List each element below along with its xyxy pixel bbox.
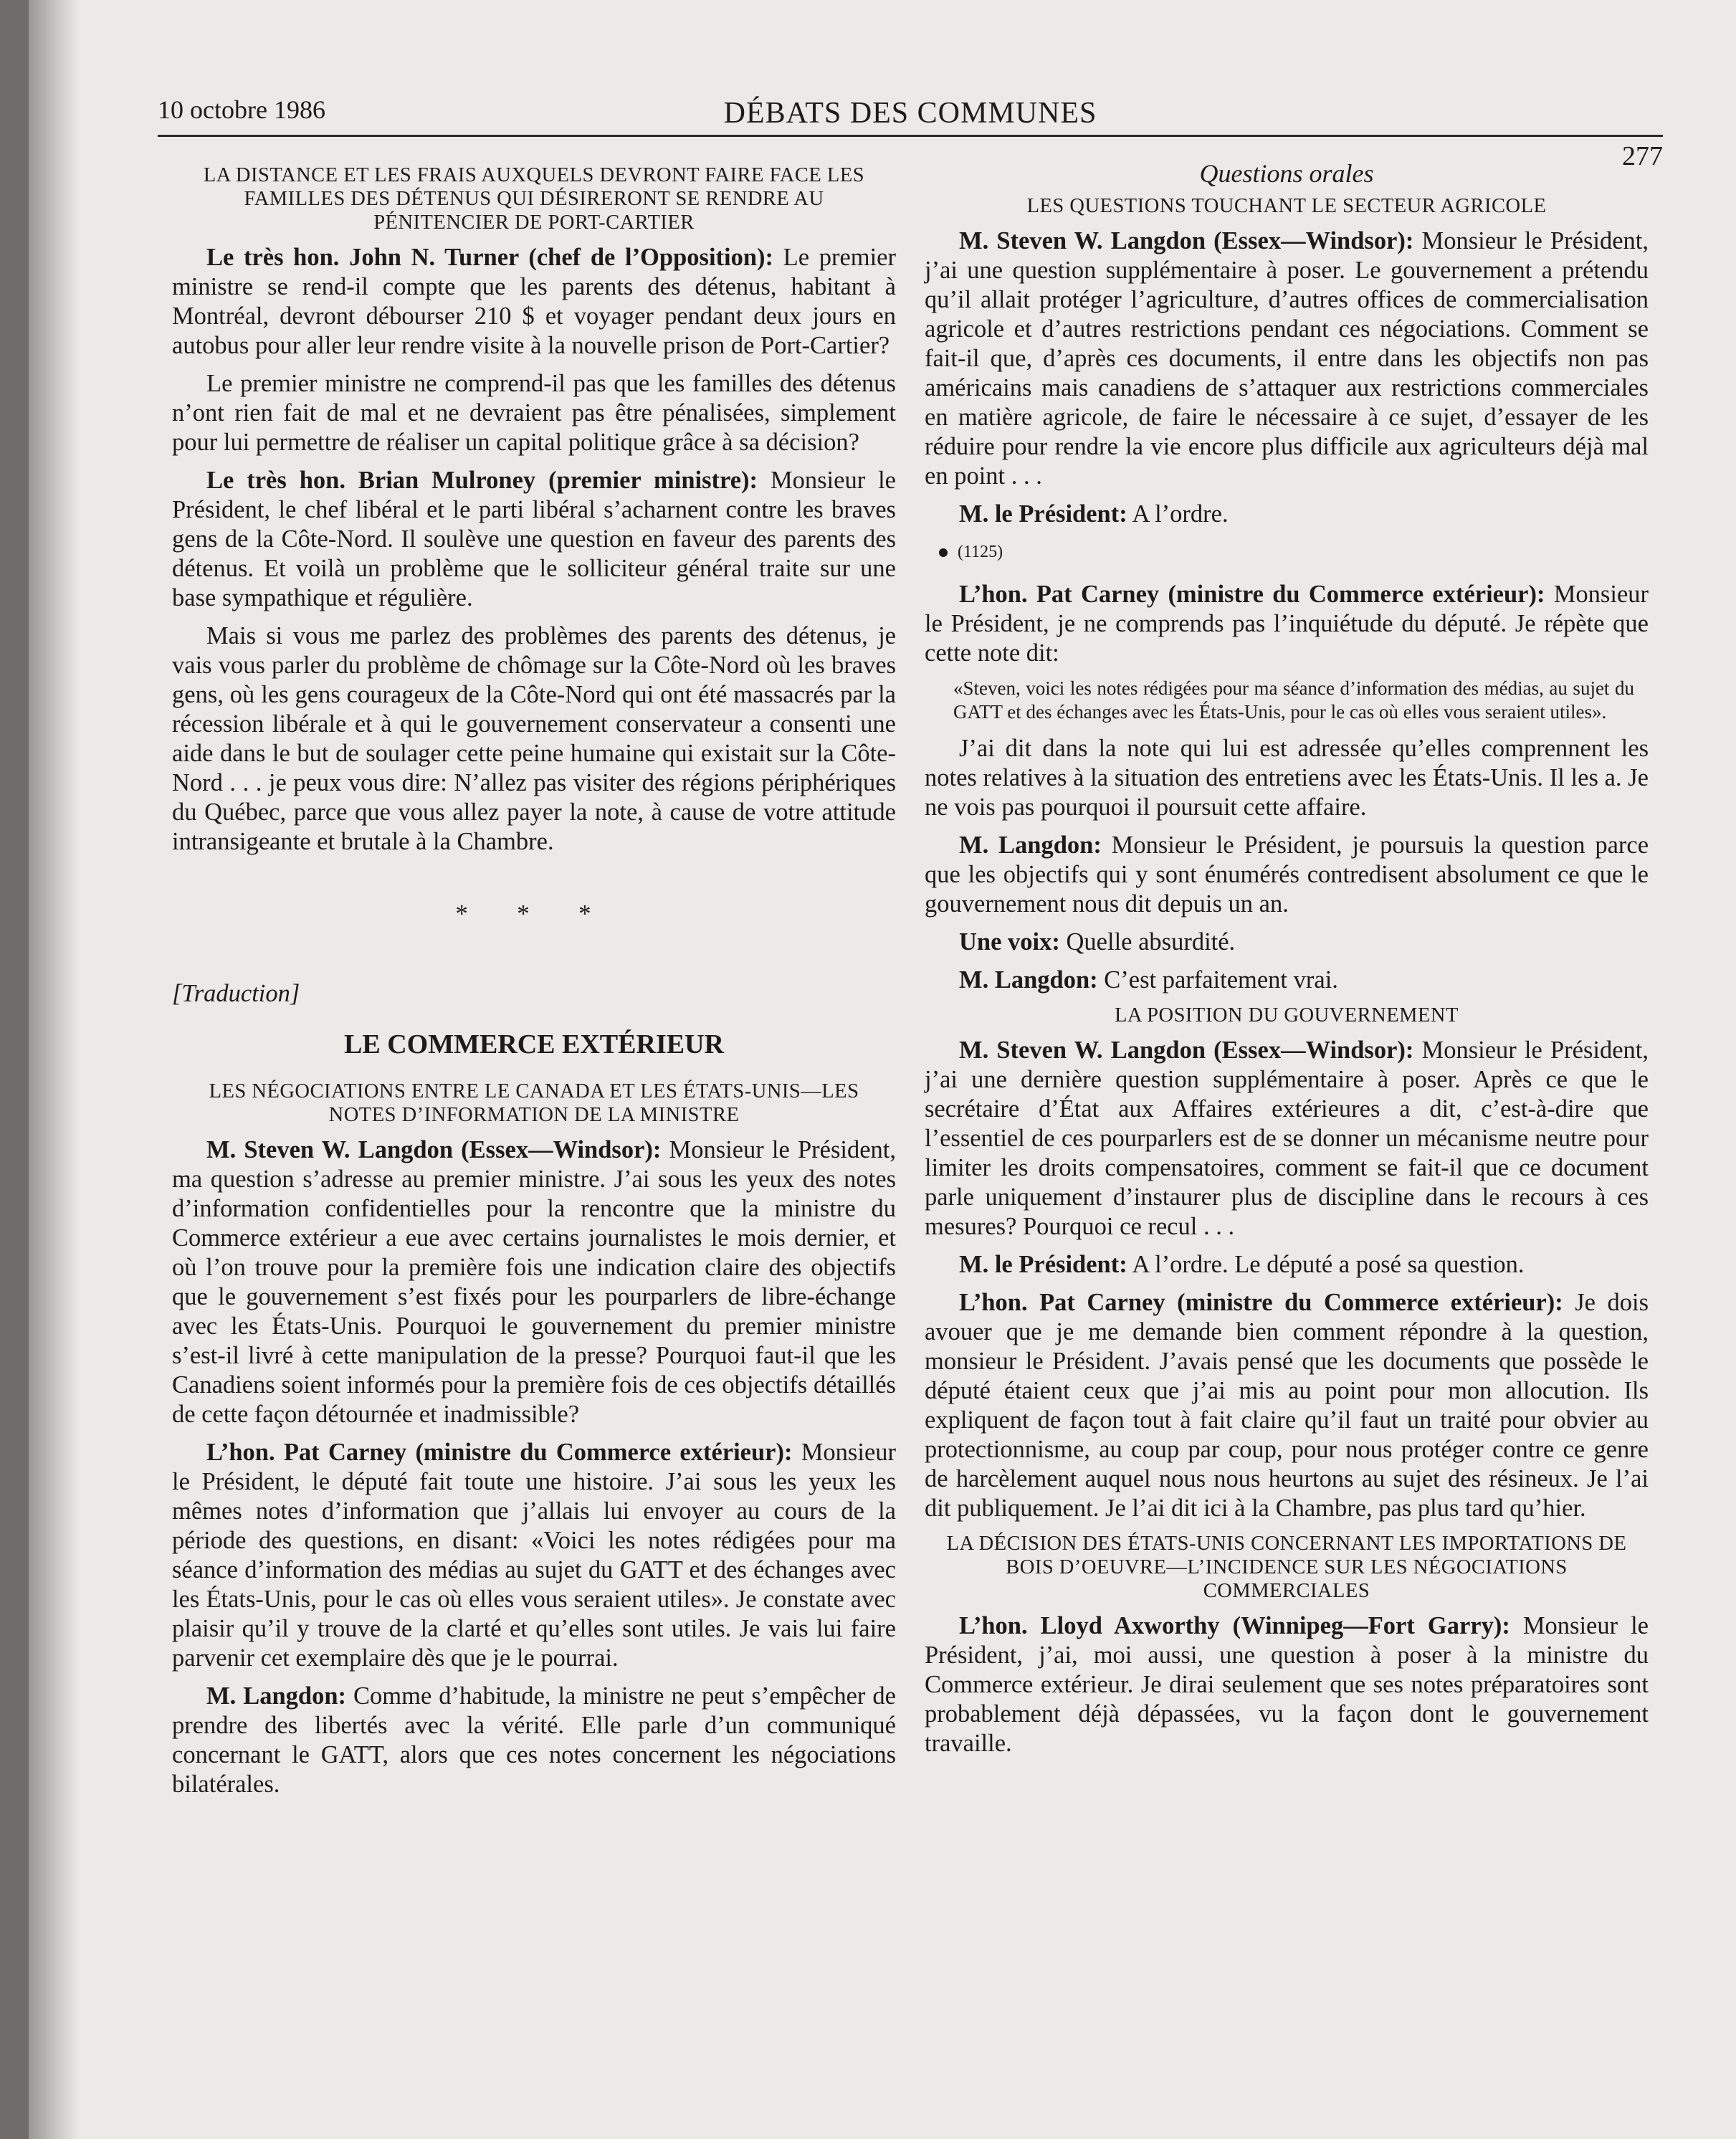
speaker: M. Steven W. Langdon (Essex—Windsor): <box>959 1037 1414 1064</box>
page <box>29 0 1736 2139</box>
speech-text: Monsieur le Président, je poursuis la question parce que les objectifs qui y sont énumérés contredisent absolument ce que le gouvernement nous dit depuis un an. <box>925 832 1649 918</box>
subheading-port-cartier: LA DISTANCE ET LES FRAIS AUXQUELS DEVRONT FAIRE FACE LES FAMILLES DES DÉTENUS QUI DÉSIRERONT SE RENDRE AU PÉNITENCIER DE PORT-CARTIER <box>203 164 865 234</box>
left-column <box>172 159 896 1808</box>
speech-text: C’est parfaitement vrai. <box>1097 966 1338 994</box>
section-title: LE COMMERCE EXTÉRIEUR <box>344 1029 724 1059</box>
timestamp-text: (1125) <box>958 543 1003 561</box>
speaker: Le très hon. John N. Turner (chef de l’Opposition): <box>206 244 774 271</box>
speech-text: Le premier ministre se rend-il compte que les parents des détenus, habitant à Montréal, devront débourser 210 $ et voyager pendant deux jours en autobus pour aller leur rendre visite à la nouvelle prison de Port-Cartier? <box>172 244 896 359</box>
subheading-softwood-lumber: LA DÉCISION DES ÉTATS-UNIS CONCERNANT LES IMPORTATIONS DE BOIS D’OEUVRE—L’INCIDENCE SUR LES NÉGOCIATIONS COMMERCIALES <box>946 1533 1627 1602</box>
subheading-negotiations: LES NÉGOCIATIONS ENTRE LE CANADA ET LES ÉTATS-UNIS—LES NOTES D’INFORMATION DE LA MINISTRE <box>209 1080 859 1126</box>
paragraph <box>925 580 1649 668</box>
rubric: Questions orales <box>1199 159 1374 188</box>
bullet-icon <box>939 548 948 557</box>
paragraph: J’ai dit dans la note qui lui est adressée qu’elles comprennent les notes relatives à la situation des entretiens avec les États-Unis. Il les a. Je ne vois pas pourquoi il poursuit cette affaire. <box>925 735 1649 821</box>
paragraph <box>925 1250 1649 1280</box>
speech-text: Je dois avouer que je me demande bien comment répondre à la question, monsieur le Président. J’avais pensé que les documents que possède le député étaient ceux que j’ai mis au point pour mon allocution. Ils expliquent de façon tout à fait claire qu’il faut un traité pour obvier au protectionnisme, au coup par coup, pour nous protéger contre ce genre de harcèlement auquel nous nous heurtons au sujet des résineux. Je l’ai dit publiquement. Je l’ai dit ici à la Chambre, pas plus tard qu’hier. <box>925 1289 1649 1522</box>
page-header <box>158 85 1663 171</box>
speech-text: A l’ordre. <box>1127 500 1229 528</box>
speaker: L’hon. Pat Carney (ministre du Commerce extérieur): <box>206 1439 793 1466</box>
paragraph <box>172 466 896 613</box>
paragraph: Mais si vous me parlez des problèmes des parents des détenus, je vais vous parler du problème de chômage sur la Côte-Nord où les braves gens, où les gens courageux de la Côte-Nord qui ont été massacrés par la récession libérale et à qui le gouvernement conservateur a consenti une aide dans le but de soulager cette peine humaine qui existait sur la Côte-Nord . . . je peux vous dire: N’allez pas visiter des régions périphériques du Québec, parce que vous allez payer la note, à cause de votre attitude intransigeante et brutale à la Chambre. <box>172 622 896 855</box>
speaker: L’hon. Pat Carney (ministre du Commerce extérieur): <box>959 1289 1563 1316</box>
quotation: «Steven, voici les notes rédigées pour ma séance d’information des médias, au sujet du GATT et des échanges avec les États-Unis, pour le cas où elles vous seraient utiles». <box>953 677 1634 723</box>
header-date: 10 octobre 1986 <box>158 95 325 124</box>
paragraph <box>925 1611 1649 1758</box>
paragraph <box>172 243 896 361</box>
speaker: Une voix: <box>959 928 1060 956</box>
paragraph <box>172 1438 896 1673</box>
paragraph <box>172 1135 896 1429</box>
speaker: M. le Président: <box>959 1251 1127 1278</box>
speaker: M. Steven W. Langdon (Essex—Windsor): <box>206 1136 662 1163</box>
paragraph: Le premier ministre ne comprend-il pas que les familles des détenus n’ont rien fait de mal et ne devraient pas être pénalisées, simplement pour lui permettre de réaliser un capital politique grâce à sa décision? <box>172 370 896 456</box>
speech-text: Monsieur le Président, ma question s’adresse au premier ministre. J’ai sous les yeux des notes d’information confidentielles pour la rencontre que la ministre du Commerce extérieur a eue avec certains journalistes le mois dernier, et où l’on trouve pour la première fois une indication claire des objectifs que le gouvernement s’est fixés pour les pourparlers de libre-échange avec les États-Unis. Pourquoi le gouvernement du premier ministre s’est-il livré à cette manipulation de la presse? Pourquoi faut-il que les Canadiens soient informés pour la première fois de ces objectifs détaillés de cette façon détournée et inadmissible? <box>172 1136 896 1428</box>
speech-text: Quelle absurdité. <box>1059 928 1236 956</box>
speaker: M. Langdon: <box>959 832 1102 859</box>
subheading-agriculture: LES QUESTIONS TOUCHANT LE SECTEUR AGRICOLE <box>1026 195 1547 217</box>
paragraph <box>172 1682 896 1799</box>
speech-text: Monsieur le Président, j’ai une dernière question supplémentaire à poser. Après ce que le secrétaire d’État aux Affaires extérieures a dit, c’est-à-dire que l’essentiel de ces pourparlers est de se donner un mécanisme neutre pour limiter les droits compensatoires, comment se fait-il que ce document parle uniquement d’instaurer plus de discipline dans le recours à ces mesures? Pourquoi ce recul . . . <box>925 1037 1649 1240</box>
speaker: M. Langdon: <box>206 1682 347 1710</box>
speaker: M. Steven W. Langdon (Essex—Windsor): <box>959 227 1414 254</box>
timestamp <box>939 538 1649 567</box>
speech-text: Monsieur le Président, j’ai une question supplémentaire à poser. Le gouvernement a prétendu qu’il allait protéger l’agriculture, d’autres offices de commercialisation agricole et d’autres restrictions pendant ces négociations. Comment se fait-il que, d’après ces documents, il entre dans les objectifs non pas américains mais canadiens de s’attaquer aux restrictions commerciales en matière agricole, de faire le nécessaire à ce sujet, d’essayer de les réduire pour rendre la vie encore plus difficile aux agriculteurs déjà mal en point . . . <box>925 227 1649 490</box>
speaker: L’hon. Pat Carney (ministre du Commerce extérieur): <box>959 581 1545 608</box>
paragraph <box>925 500 1649 529</box>
speaker: L’hon. Lloyd Axworthy (Winnipeg—Fort Garry): <box>959 1612 1510 1639</box>
paragraph <box>925 831 1649 919</box>
subheading-government-position: LA POSITION DU GOUVERNEMENT <box>1115 1004 1459 1026</box>
paragraph <box>925 966 1649 995</box>
speaker: M. le Président: <box>959 500 1127 528</box>
speaker: Le très hon. Brian Mulroney (premier ministre): <box>206 467 758 494</box>
speech-text: Comme d’habitude, la ministre ne peut s’empêcher de prendre des libertés avec la vérité. Elle parle d’un communiqué concernant le GATT, alors que ces notes concernent les négociations bilatérales. <box>172 1682 896 1798</box>
speech-text: Monsieur le Président, le chef libéral et le parti libéral s’acharnent contre les braves gens de la Côte-Nord. Il soulève une question en faveur des parents des détenus. Et voilà un problème que le solliciteur général traite sur une base sympathique et régulière. <box>172 467 896 611</box>
header-title: DÉBATS DES COMMUNES <box>723 97 1097 130</box>
speaker: M. Langdon: <box>959 966 1098 994</box>
speech-text: Monsieur le Président, j’ai, moi aussi, une question à poser à la ministre du Commerce extérieur. Je dirai seulement que ses notes préparatoires sont probablement déjà dépassées, vu la façon dont le gouvernement travaille. <box>925 1612 1649 1757</box>
page-number: 277 <box>1622 141 1663 171</box>
paragraph <box>925 928 1649 957</box>
paragraph <box>925 1036 1649 1242</box>
speech-text: Monsieur le Président, je ne comprends pas l’inquiétude du député. Je répète que cette note dit: <box>925 581 1649 667</box>
translation-marker: [Traduction] <box>172 980 300 1007</box>
right-column <box>925 159 1649 1767</box>
paragraph <box>925 227 1649 491</box>
paragraph <box>925 1288 1649 1523</box>
speech-text: Monsieur le Président, le député fait toute une histoire. J’ai sous les yeux les mêmes notes d’information que j’allais lui envoyer au cours de la période des questions, en disant: «Voici les notes rédigées pour ma séance d’information des médias au sujet du GATT et des échanges avec les États-Unis, pour le cas où elles vous seraient utiles». Je constate avec plaisir qu’il y trouve de la clarté et qu’elles sont utiles. Je vais lui faire parvenir cet exemplaire dès que je le pourrai. <box>172 1439 896 1672</box>
speech-text: A l’ordre. Le député a posé sa question. <box>1127 1251 1525 1278</box>
section-separator: * * * <box>455 900 613 928</box>
